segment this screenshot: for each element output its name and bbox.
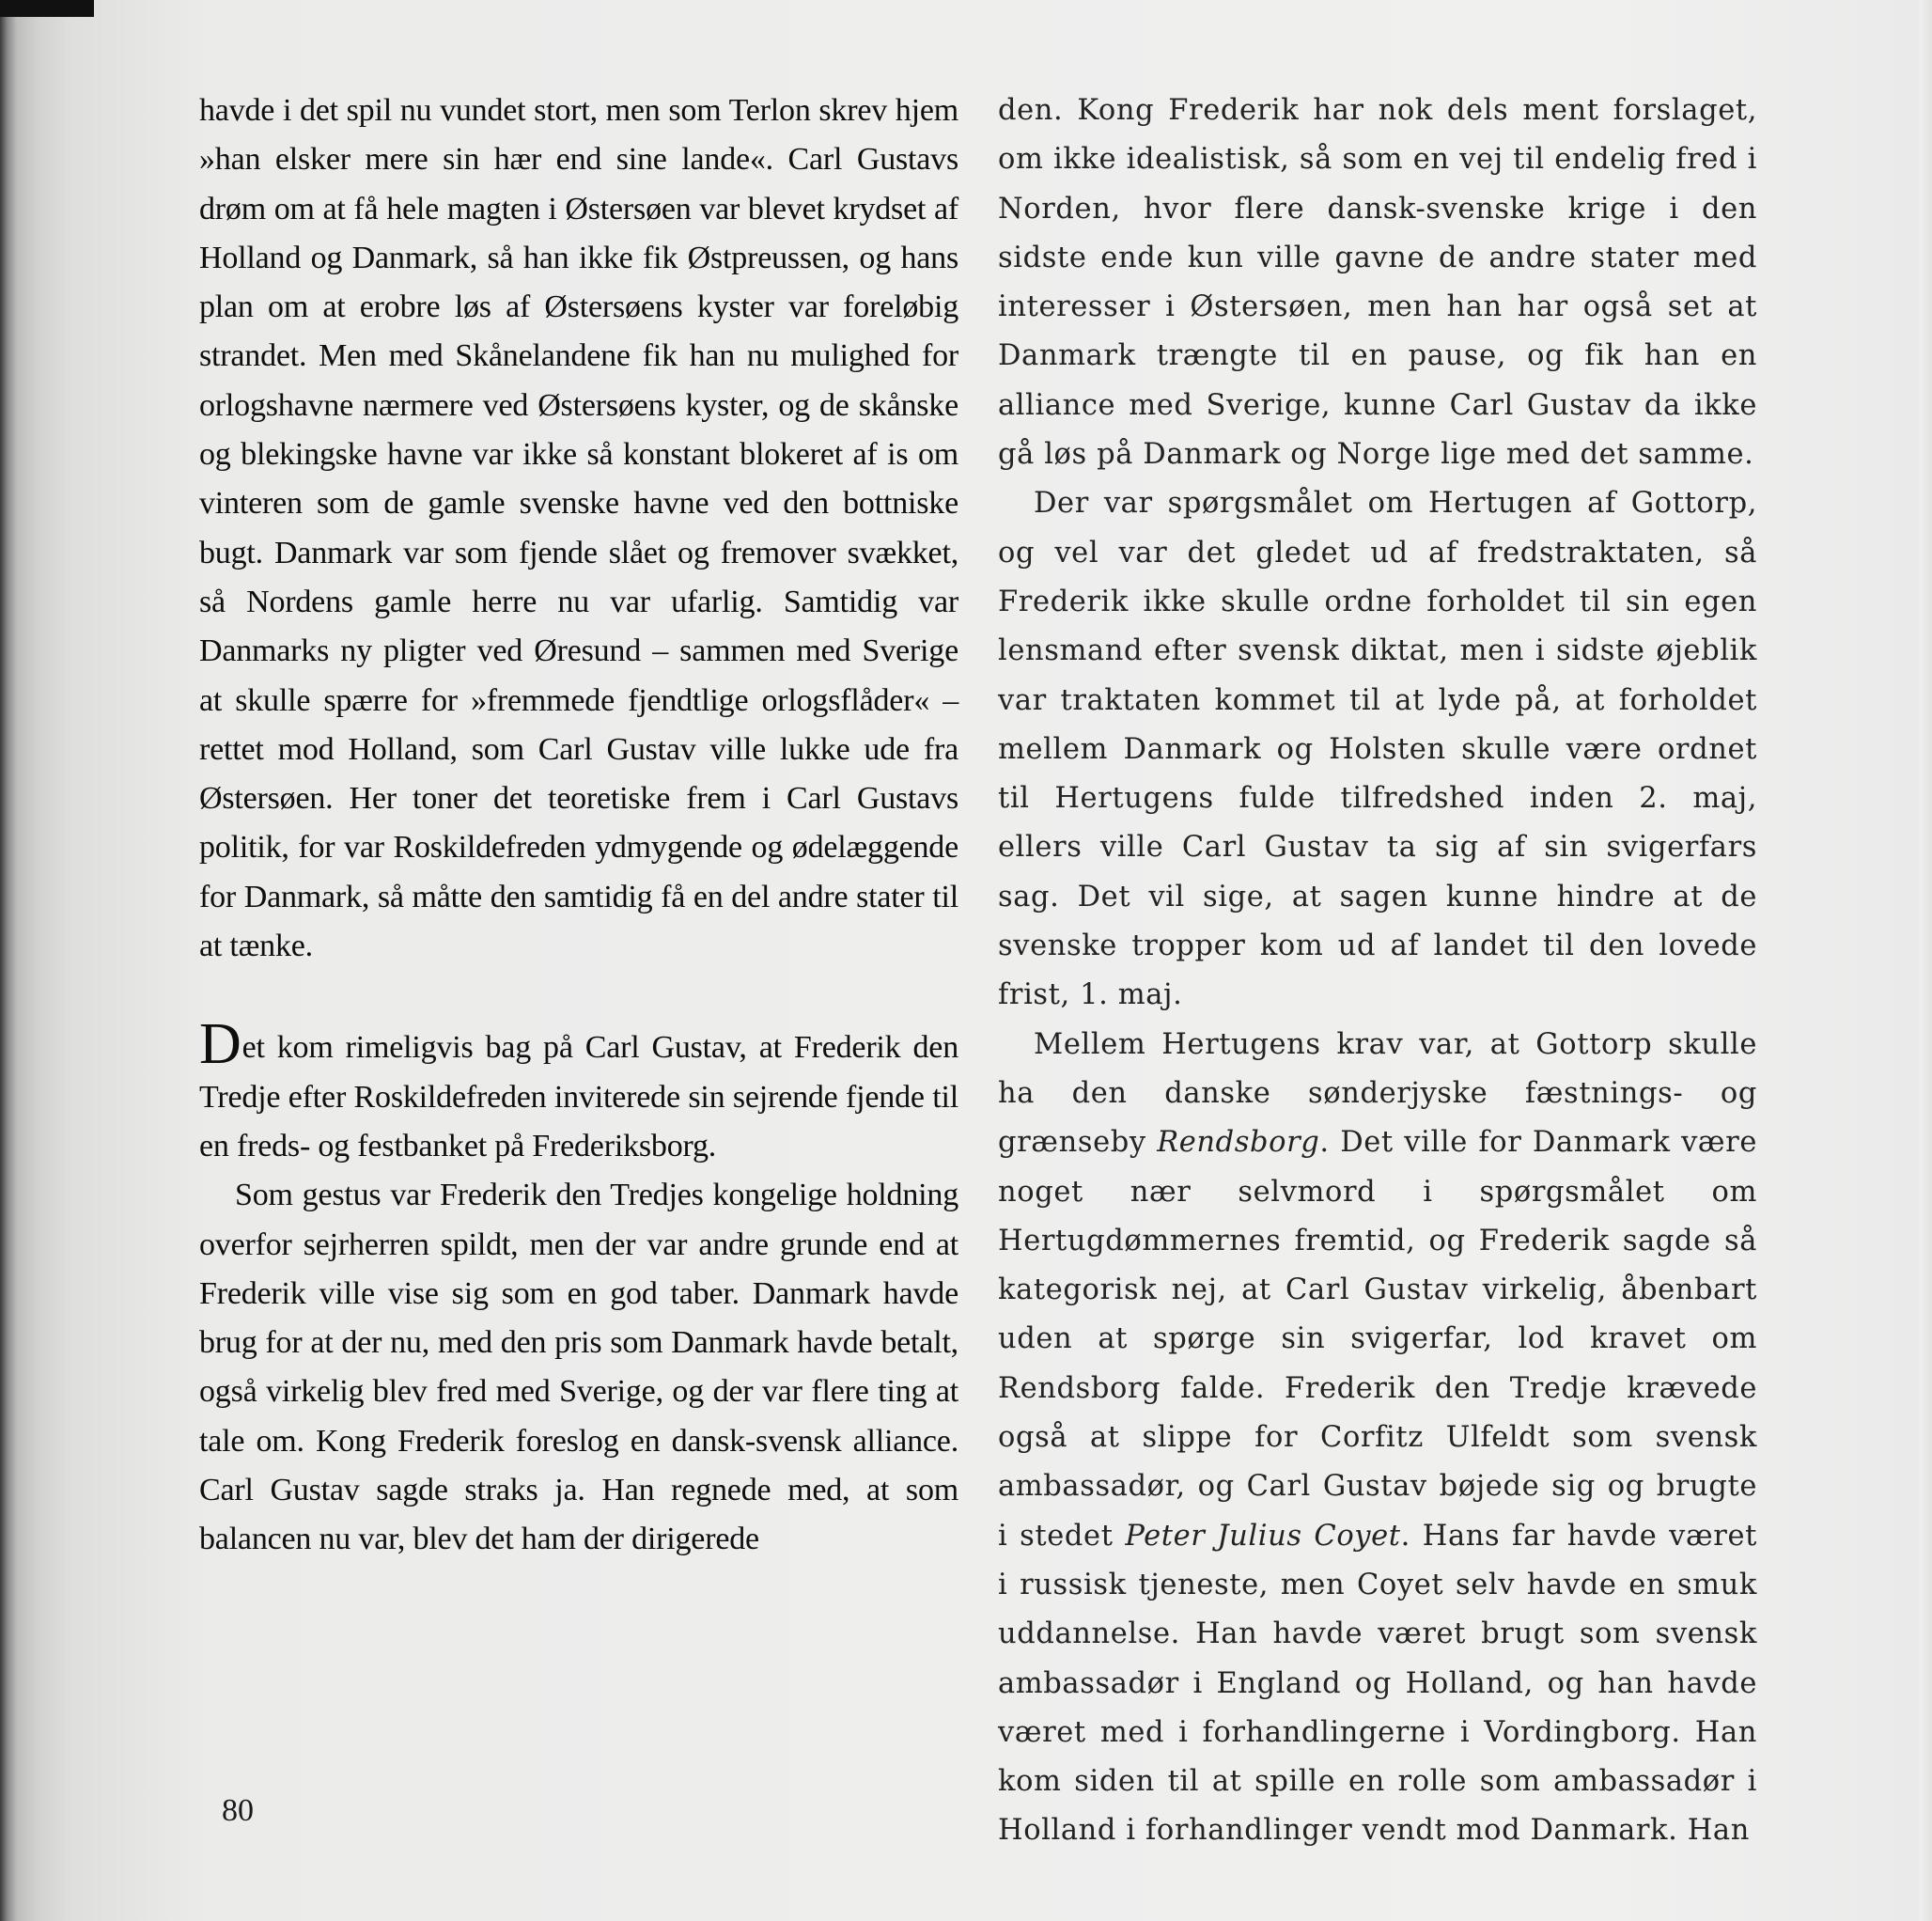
right-paragraph-3-part-b: . Det ville for Danmark være noget nær selvmord i spørgsmålet om Hertugdømmernes fremtid, og Frederik sagde så kategorisk nej, at Carl Gustav virkelig, åbenbart uden at spørge sin svigerfar, lod kravet om Rendsborg falde. Frederik den Tredje krævede også at slippe for Corfitz Ulfeldt som svensk ambassadør, og Carl Gustav bøjede sig og brugte i stedet: [998, 1126, 1757, 1553]
right-paragraph-1: den. Kong Frederik har nok dels ment forslaget, om ikke idealistisk, så som en vej til endelig fred i Norden, hvor flere dansk-svenske krige i den sidste ende kun ville gavne de andre stater med interesser i Østersøen, men han har også set at Danmark trængte til en pause, og fik han en alliance med Sverige, kunne Carl Gustav da ikke gå løs på Danmark og Norge lige med det samme.: [998, 94, 1757, 472]
page-number: 80: [222, 1793, 254, 1828]
right-paragraph-2: Der var spørgsmålet om Hertugen af Gottorp, og vel var det gledet ud af fredstraktaten, så Frederik ikke skulle ordne forholdet til sin egen lensmand efter svensk diktat, men i sidste øjeblik var traktaten kommet til at lyde på, at forholdet mellem Danmark og Holsten skulle være ordnet til Hertugens fulde tilfredshed inden 2. maj, ellers ville Carl Gustav ta sig af sin svigerfars sag. Det vil sige, at sagen kunne hindre at de svenske tropper kom ud af landet til den lovede frist, 1. maj.: [998, 487, 1757, 1012]
italic-person-name: Peter Julius Coyet: [1125, 1519, 1401, 1553]
left-paragraph-1: havde i det spil nu vundet stort, men som Terlon skrev hjem »han elsker mere sin hær end sine lande«. Carl Gustavs drøm om at få hele magten i Østersøen var blevet krydset af Holland og Danmark, så han ikke fik Østpreussen, og hans plan om at erobre løs af Østersøens kyster var foreløbig strandet. Men med Skånelandene fik han nu mulighed for orlogshavne nærmere ved Østersøens kyster, og de skånske og blekingske havne var ikke så konstant blokeret af is om vinteren som de gamle svenske havne ved den bottniske bugt. Danmark var som fjende slået og fremover svækket, så Nordens gamle herre nu var ufarlig. Samtidig var Danmarks ny pligter ved Øresund – sammen med Sverige at skulle spærre for »fremmede fjendtlige orlogsflåder« – rettet mod Holland, som Carl Gustav ville lukke ude fra Østersøen. Her toner det teoretiske frem i Carl Gustavs politik, for var Roskildefreden ydmygende og ødelæggende for Danmark, så måtte den samtidig få en del andre stater til at tænke.: [199, 93, 958, 964]
right-text-column: [998, 86, 1757, 1856]
section-opening-paragraph: [199, 1012, 958, 1171]
drop-cap-initial: D: [199, 1012, 242, 1077]
scan-corner: [0, 0, 94, 17]
left-text-column: [199, 86, 958, 1565]
left-paragraph-3: Som gestus var Frederik den Tredjes kongelige holdning overfor sejrherren spildt, men der var andre grunde end at Frederik ville vise sig som en god taber. Danmark havde brug for at der nu, med den pris som Danmark havde betalt, også virkelig blev fred med Sverige, og der var flere ting at tale om. Kong Frederik foreslog en dansk-svensk alliance. Carl Gustav sagde straks ja. Han regnede med, at som balancen nu var, blev det ham der dirigerede: [199, 1178, 958, 1557]
page-right-edge: [1919, 0, 1932, 1921]
italic-place-name: Rendsborg: [1157, 1126, 1320, 1160]
right-paragraph-3-part-c: . Hans far havde været i russisk tjeneste, men Coyet selv havde en smuk uddannelse. Han havde været brugt som svensk ambassadør i England og Holland, og han havde været med i forhandlingerne i Vordingborg. Han kom siden til at spille en rolle som ambassadør i Holland i forhandlinger vendt mod Danmark. Han: [998, 1519, 1757, 1848]
book-binding-edge: [0, 0, 66, 1921]
right-paragraph-3: [998, 1021, 1757, 1856]
section-opening-text: et kom rimeligvis bag på Carl Gustav, at Frederik den Tredje efter Roskildefreden inviterede sin sejrende fjende til en freds- og festbanket på Frederiksborg.: [199, 1030, 958, 1164]
right-paragraph-3-part-a: Mellem Hertugens krav var, at Gottorp skulle ha den danske sønderjyske fæstnings- og grænseby: [998, 1027, 1757, 1160]
